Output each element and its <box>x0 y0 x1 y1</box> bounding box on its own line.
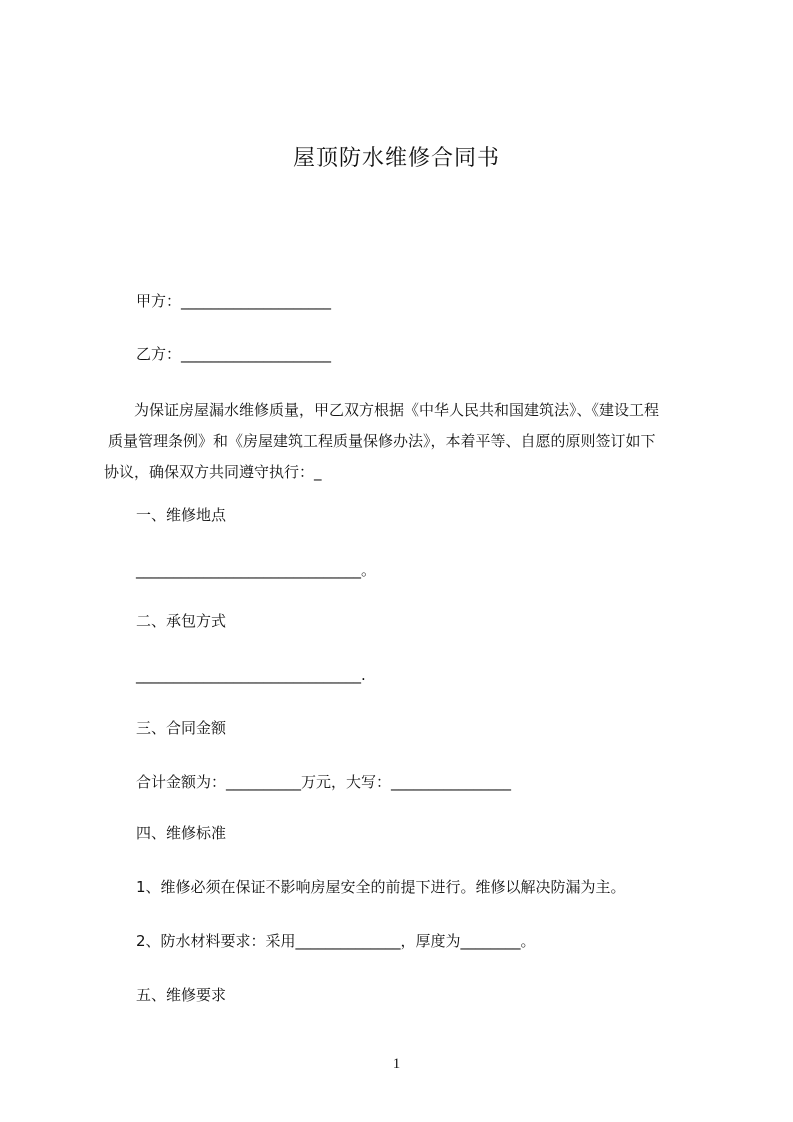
section-1-heading: 一、维修地点 <box>136 506 227 524</box>
party-a-line: 甲方：____________________ <box>136 292 332 310</box>
intro-line-3: 协议，确保双方共同遵守执行：_ <box>104 463 322 481</box>
intro-line-1: 为保证房屋漏水维修质量，甲乙双方根据《中华人民共和国建筑法》、《建设工程 <box>104 401 660 419</box>
document-title: 屋顶防水维修合同书 <box>292 146 500 171</box>
section-2-blank: ______________________________. <box>136 666 366 684</box>
section-3-amount: 合计金额为：__________万元，大写：________________ <box>136 773 512 791</box>
page-number: 1 <box>392 1056 401 1072</box>
section-3-heading: 三、合同金额 <box>136 719 227 737</box>
party-b-line: 乙方：____________________ <box>136 345 332 363</box>
intro-line-2: 质量管理条例》和《房屋建筑工程质量保修办法》，本着平等、自愿的原则签订如下 <box>108 432 656 450</box>
section-4-item-2: 2、防水材料要求：采用______________，厚度为________。 <box>136 932 536 950</box>
intro-paragraph <box>104 395 704 488</box>
section-2-heading: 二、承包方式 <box>136 612 227 630</box>
section-4-item-1: 1、维修必须在保证不影响房屋安全的前提下进行。维修以解决防漏为主。 <box>136 878 626 896</box>
section-1-blank: ______________________________。 <box>136 561 377 579</box>
section-4-heading: 四、维修标准 <box>136 824 227 842</box>
section-5-heading: 五、维修要求 <box>136 986 227 1004</box>
